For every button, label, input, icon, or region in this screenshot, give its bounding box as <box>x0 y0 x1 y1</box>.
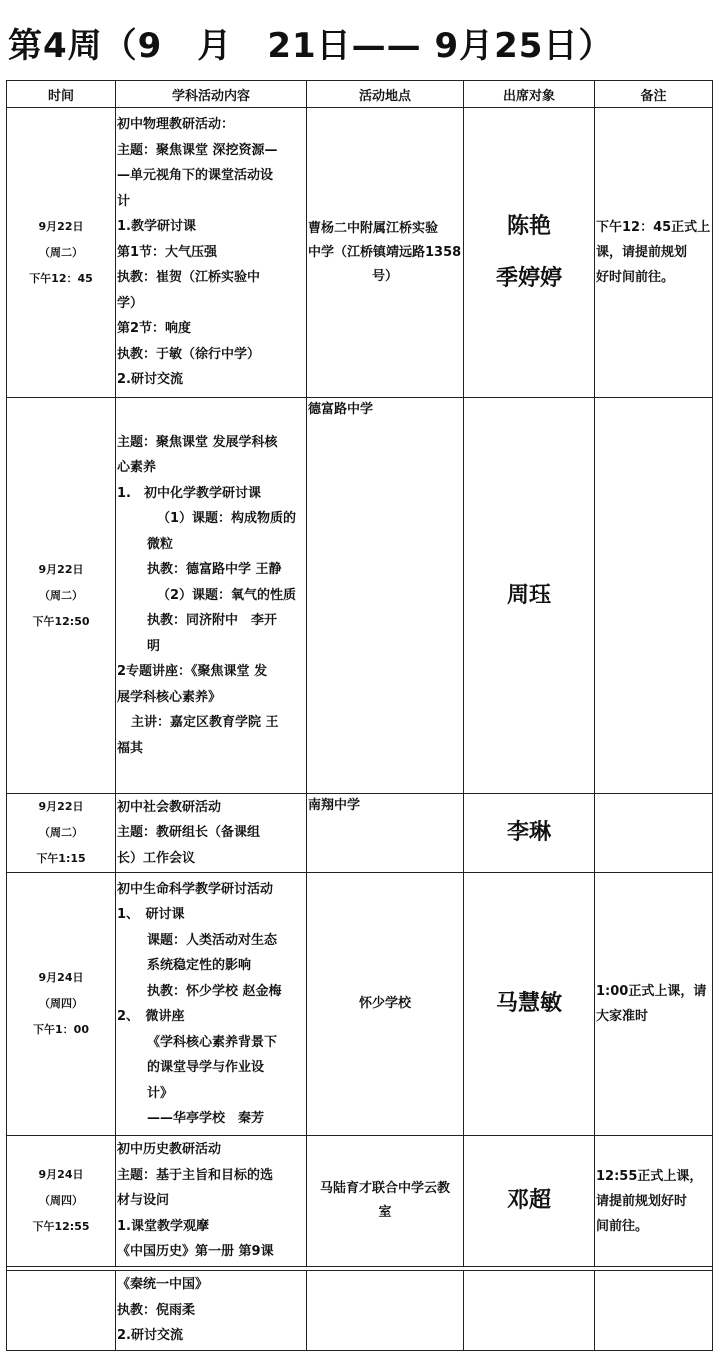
note-cell <box>595 794 713 873</box>
table-row <box>7 108 713 398</box>
time-clock: 下午1:15 <box>36 852 86 865</box>
attendee-name: 邓超 <box>506 1188 551 1213</box>
note-line: 课，请提前规划 <box>596 245 688 260</box>
note-line: 大家准时 <box>596 1009 649 1024</box>
header-attendees: 出席对象 <box>464 81 595 108</box>
content-line: 《中国历史》第一册 第9课 <box>117 1244 274 1260</box>
time-cell <box>7 108 116 398</box>
content-line: 明 <box>147 638 161 654</box>
content-cell <box>116 1136 307 1267</box>
content-line: 的课堂导学与作业设 <box>147 1060 265 1075</box>
location-cell <box>307 1271 464 1351</box>
note-line: 1:00正式上课，请 <box>596 984 707 999</box>
content-line: 主讲：嘉定区教育学院 王 <box>131 715 279 731</box>
content-line: 计》 <box>147 1085 174 1101</box>
time-cell <box>7 1271 116 1351</box>
location-line: 怀少学校 <box>358 996 411 1011</box>
time-clock: 下午12：45 <box>29 271 93 285</box>
content-line: 2、 微讲座 <box>117 1009 185 1024</box>
attendees-cell <box>464 108 595 398</box>
table-row <box>7 398 713 794</box>
location-cell <box>307 398 464 794</box>
content-line: 主题：基于主旨和目标的选 <box>117 1167 274 1183</box>
note-line: 间前往。 <box>596 1218 649 1234</box>
location-line: 马陆育才联合中学云教 <box>319 1181 450 1196</box>
content-line: 微粒 <box>147 536 174 552</box>
location-cell <box>307 108 464 398</box>
table-row <box>7 794 713 873</box>
time-cell <box>7 398 116 794</box>
note-line: 下午12：45正式上 <box>596 220 711 235</box>
page-title: 第4周（9 月 21日—— 9月25日） <box>8 26 614 66</box>
time-weekday: （周四） <box>39 1194 83 1207</box>
content-line: 展学科核心素养》 <box>117 689 222 705</box>
note-cell <box>595 398 713 794</box>
attendees-cell <box>464 794 595 873</box>
content-line: ——华亭学校 秦芳 <box>147 1111 265 1126</box>
time-cell <box>7 1136 116 1267</box>
location-line: 室 <box>378 1205 392 1220</box>
attendee-name: 陈艳 <box>506 213 551 239</box>
content-line: 第2节：响度 <box>117 321 192 337</box>
time-date: 9月22日 <box>38 562 84 576</box>
content-line: 初中生命科学教学研讨活动 <box>117 881 274 897</box>
content-line: 课题：人类活动对生态 <box>147 932 278 948</box>
table-row <box>7 1271 713 1351</box>
content-line: 初中社会教研活动 <box>117 799 222 815</box>
time-date: 9月22日 <box>38 800 84 813</box>
time-date: 9月24日 <box>38 1168 84 1181</box>
location-cell <box>307 1136 464 1267</box>
time-clock: 下午1：00 <box>33 1023 89 1036</box>
content-line: 2.研讨交流 <box>117 1328 183 1344</box>
header-time: 时间 <box>7 81 116 108</box>
content-line: 1.教学研讨课 <box>117 219 196 235</box>
content-line: 《秦统一中国》 <box>117 1277 209 1293</box>
content-line: 学） <box>117 295 144 311</box>
content-line: 执教：同济附中 李开 <box>147 613 278 629</box>
content-line: 1.课堂教学观摩 <box>117 1218 209 1234</box>
content-cell <box>116 873 307 1136</box>
content-line: 心素养 <box>117 460 157 476</box>
time-cell <box>7 873 116 1136</box>
note-line: 12:55正式上课， <box>596 1168 703 1184</box>
time-clock: 下午12:50 <box>32 614 90 628</box>
table-row <box>7 873 713 1136</box>
attendees-cell <box>464 873 595 1136</box>
time-weekday: （周四） <box>39 997 83 1010</box>
content-line: 初中历史教研活动 <box>117 1142 222 1158</box>
attendee-name: 李琳 <box>506 820 551 845</box>
header-note: 备注 <box>595 81 713 108</box>
time-weekday: （周二） <box>39 588 83 602</box>
location-line: 南翔中学 <box>308 798 361 813</box>
content-line: 1、 研讨课 <box>117 907 185 922</box>
content-line: 材与设问 <box>117 1193 170 1209</box>
time-date: 9月22日 <box>38 219 84 233</box>
content-line: 2专题讲座：《聚焦课堂 发 <box>117 664 268 680</box>
content-line: 《学科核心素养背景下 <box>147 1034 278 1050</box>
content-cell <box>116 398 307 794</box>
header-row <box>7 81 713 108</box>
attendee-name: 马慧敏 <box>495 991 562 1016</box>
content-line: 执教：德富路中学 王静 <box>147 562 282 578</box>
location-line: 中学（江桥镇靖远路1358 <box>308 244 462 260</box>
content-cell <box>116 1271 307 1351</box>
content-line: 1. 初中化学教学研讨课 <box>117 485 261 501</box>
note-line: 请提前规划好时 <box>596 1193 688 1209</box>
table-row <box>7 1136 713 1267</box>
content-line: 执教：于敏（徐行中学） <box>117 346 261 362</box>
content-line: 长）工作会议 <box>117 850 196 866</box>
content-line: （2）课题：氧气的性质 <box>157 587 297 603</box>
note-cell <box>595 873 713 1136</box>
schedule-table <box>6 80 713 1351</box>
content-line: 执教：怀少学校 赵金梅 <box>147 983 282 999</box>
content-cell <box>116 108 307 398</box>
content-line: 执教：倪雨柔 <box>117 1302 196 1318</box>
time-weekday: （周二） <box>39 245 83 259</box>
content-line: 系统稳定性的影响 <box>147 958 252 973</box>
note-cell <box>595 1271 713 1351</box>
location-cell <box>307 873 464 1136</box>
attendee-name: 周珏 <box>506 582 551 608</box>
note-cell <box>595 1136 713 1267</box>
time-cell <box>7 794 116 873</box>
content-line: 计 <box>117 193 131 209</box>
content-line: 2.研讨交流 <box>117 372 183 388</box>
content-line: 福其 <box>117 740 144 756</box>
content-line: 第1节：大气压强 <box>117 244 218 260</box>
content-line: （1）课题：构成物质的 <box>157 511 297 527</box>
content-line: 初中物理教研活动： <box>117 117 235 133</box>
content-line: 主题：聚焦课堂 深挖资源— <box>117 142 278 158</box>
note-cell <box>595 108 713 398</box>
content-line: 主题：聚焦课堂 发展学科核 <box>117 434 278 450</box>
header-location: 活动地点 <box>307 81 464 108</box>
note-line: 好时间前往。 <box>596 270 675 285</box>
content-line: —单元视角下的课堂活动设 <box>117 168 274 184</box>
content-line: 主题：教研组长（备课组 <box>117 825 261 841</box>
location-cell <box>307 794 464 873</box>
attendees-cell <box>464 1271 595 1351</box>
content-line: 执教：崔贺（江桥实验中 <box>117 270 261 286</box>
time-weekday: （周二） <box>39 826 83 839</box>
attendees-cell <box>464 398 595 794</box>
location-line: 号） <box>371 268 398 284</box>
attendees-cell <box>464 1136 595 1267</box>
header-content: 学科活动内容 <box>116 81 307 108</box>
attendee-name: 季婷婷 <box>495 265 562 291</box>
location-line: 德富路中学 <box>308 402 374 417</box>
content-cell <box>116 794 307 873</box>
location-line: 曹杨二中附属江桥实验 <box>308 220 439 236</box>
time-date: 9月24日 <box>38 971 84 984</box>
time-clock: 下午12:55 <box>32 1220 90 1233</box>
